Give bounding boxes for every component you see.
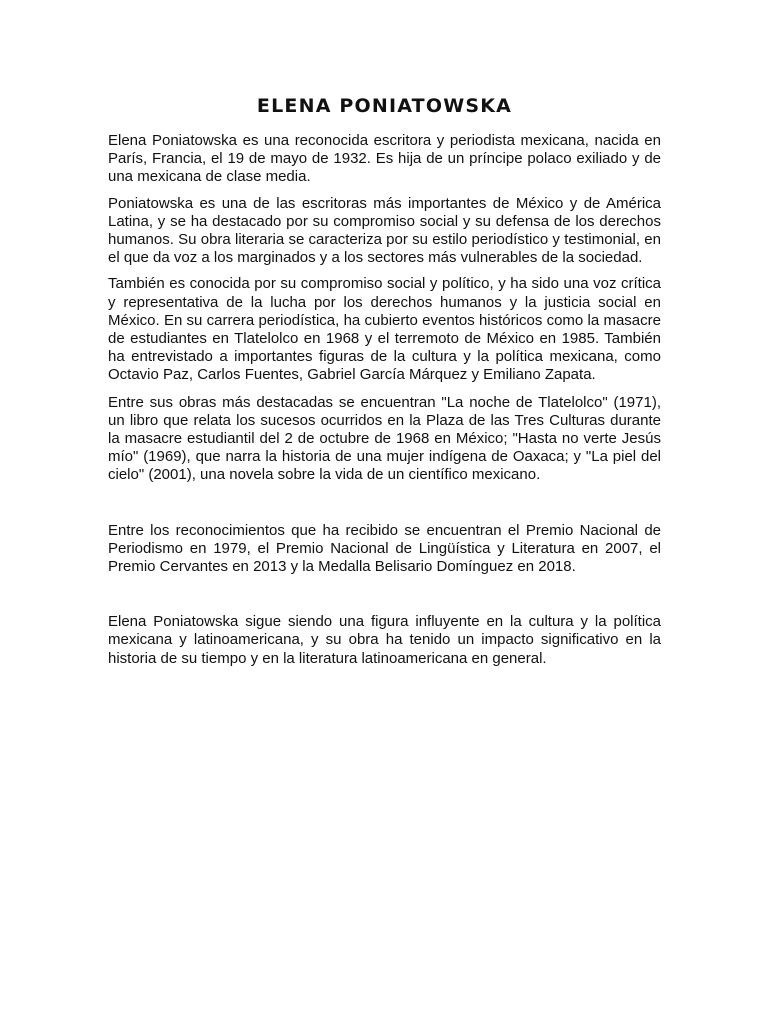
paragraph-awards: Entre los reconocimientos que ha recibido se encuentran el Premio Nacional de Periodismo en 1979, el Premio Nacional de Lingüística y Literatura en 2007, el Premio Cervantes en 2013 y la Medalla Belisario Domínguez en 2018. — [108, 521, 661, 576]
paragraph-biography-intro: Elena Poniatowska es una reconocida escritora y periodista mexicana, nacida en París, Francia, el 19 de mayo de 1932. Es hija de un príncipe polaco exiliado y de una mexicana de clase media. — [108, 132, 661, 186]
document-page — [108, 92, 661, 668]
paragraph-social-commitment: También es conocida por su compromiso social y político, y ha sido una voz crítica y representativa de la lucha por los derechos humanos y la justicia social en México. En su carrera periodística, ha cubierto eventos históricos como la masacre de estudiantes en Tlatelolco en 1968 y el terremoto de México en 1985. También ha entrevistado a importantes figuras de la cultura y la política mexicana, como Octavio Paz, Carlos Fuentes, Gabriel García Márquez y Emiliano Zapata. — [108, 275, 661, 384]
paragraph-legacy: Elena Poniatowska sigue siendo una figura influyente en la cultura y la política mexicana y latinoamericana, y su obra ha tenido un impacto significativo en la historia de su tiempo y en la literatura latinoamericana en general. — [108, 613, 661, 667]
paragraph-notable-works: Entre sus obras más destacadas se encuentran "La noche de Tlatelolco" (1971), un libro que relata los sucesos ocurridos en la Plaza de las Tres Culturas durante la masacre estudiantil del 2 de octubre de 1968 en México; "Hasta no verte Jesús mío" (1969), que narra la historia de una mujer indígena de Oaxaca; y "La piel del cielo" (2001), una novela sobre la vida de un científico mexicano. — [108, 393, 661, 484]
document-title: ELENA PONIATOWSKA — [256, 95, 513, 117]
paragraph-importance: Poniatowska es una de las escritoras más importantes de México y de América Latina, y se ha destacado por su compromiso social y su defensa de los derechos humanos. Su obra literaria se caracteriza por su estilo periodístico y testimonial, en el que da voz a los marginados y a los sectores más vulnerables de la sociedad. — [108, 194, 661, 267]
